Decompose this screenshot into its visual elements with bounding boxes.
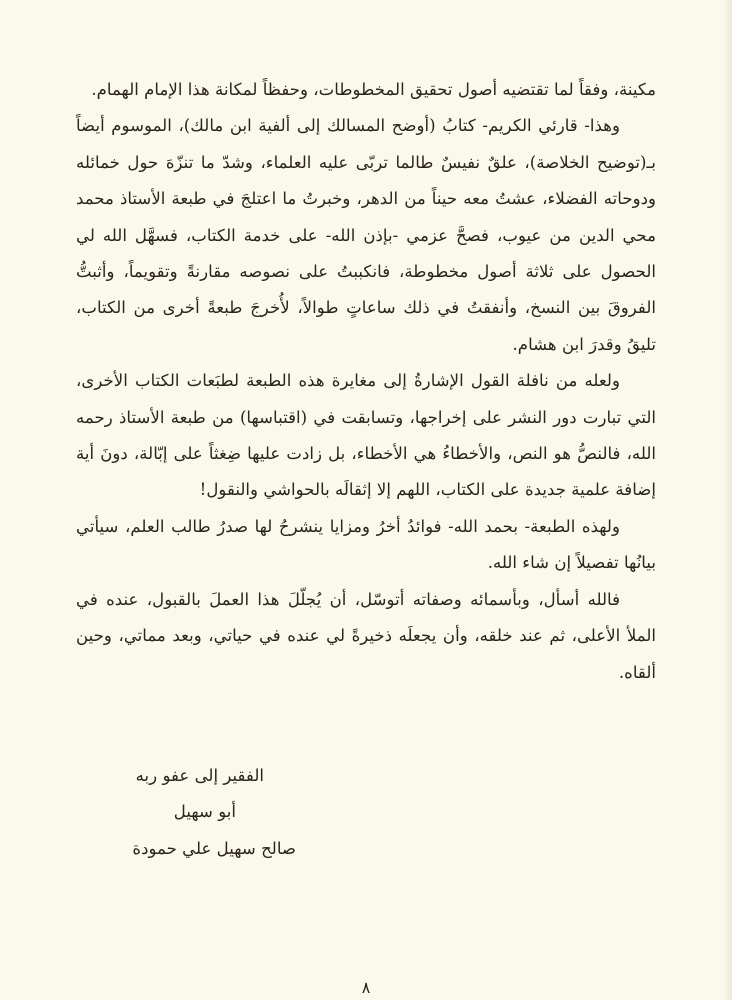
paragraph-about-book: وهذا- قارئي الكريم- كتابُ (أوضح المسالك إلى ألفية ابن مالك)، الموسوم أيضاً بـ(توضيح الخلاصة)، علقٌ نفيسٌ طالما تربّى عليه العلماء، وشدّ ما تنزّهَ حول خمائله ودوحاته الفضلاء، عشتُ معه حيناً من الدهر، وخبرتُ ما اعتلجَ في طبعة الأستاذ محمد محي الدين من عيوب، فصحَّ عزمي -بإذن الله- على خدمة الكتاب، فسهَّل الله لي الحصول على ثلاثة أصول مخطوطة، فانكببتُ على نصوصه مقارنةً وتقويماً، وأثبتُّ الفروقَ بين النسخ، وأنفقتُ في ذلك ساعاتٍ طوالاً، لأُخرجَ طبعةً أخرى من الكتاب، تليقُ وقدرَ ابن هشام.	[76, 116, 656, 354]
body-text	[76, 72, 656, 691]
paragraph-prayer: فالله أسأل، وبأسمائه وصفاته أتوسّل، أن يُجلّلَ هذا العملَ بالقبول، عنده في الملأ الأعلى، ثم عند خلقه، وأن يجعلَه ذخيرةً لي عنده في حياتي، وبعد مماتي، وحين ألقاه.	[76, 589, 656, 682]
signature-line-humble: الفقير إلى عفو ربه	[135, 766, 264, 785]
signature-line-name: صالح سهيل علي حمودة	[132, 838, 296, 858]
page-number: ٨	[361, 978, 371, 997]
paragraph-other-editions: ولعله من نافلة القول الإشارةُ إلى مغايرة هذه الطبعة لطبَعات الكتاب الأخرى، التي تبارت دور النشر على إخراجها، وتسابقت في (اقتباسها) من طبعة الأستاذ رحمه الله، فالنصُّ هو النص، والأخطاءُ هي الأخطاء، بل زادت عليها ضِغثاً على إبّالة، دونَ أية إضافة علمية جديدة على الكتاب، اللهم إلا إثقالَه بالحواشي والنقول!	[76, 371, 656, 500]
page-edge-shadow	[724, 0, 732, 1000]
signature-block	[60, 758, 300, 867]
paragraph-intro-continuation: مكينة، وفقاً لما تقتضيه أصول تحقيق المخطوطات، وحفظاً لمكانة هذا الإمام الهمام.	[91, 80, 656, 99]
paragraph-benefits: ولهذه الطبعة- بحمد الله- فوائدُ أخرُ ومزايا ينشرحُ لها صدرُ طالب العلم، سيأتي بيانُها تفصيلاً إن شاء الله.	[76, 516, 656, 573]
signature-line-kunya: أبو سهيل	[173, 802, 236, 822]
